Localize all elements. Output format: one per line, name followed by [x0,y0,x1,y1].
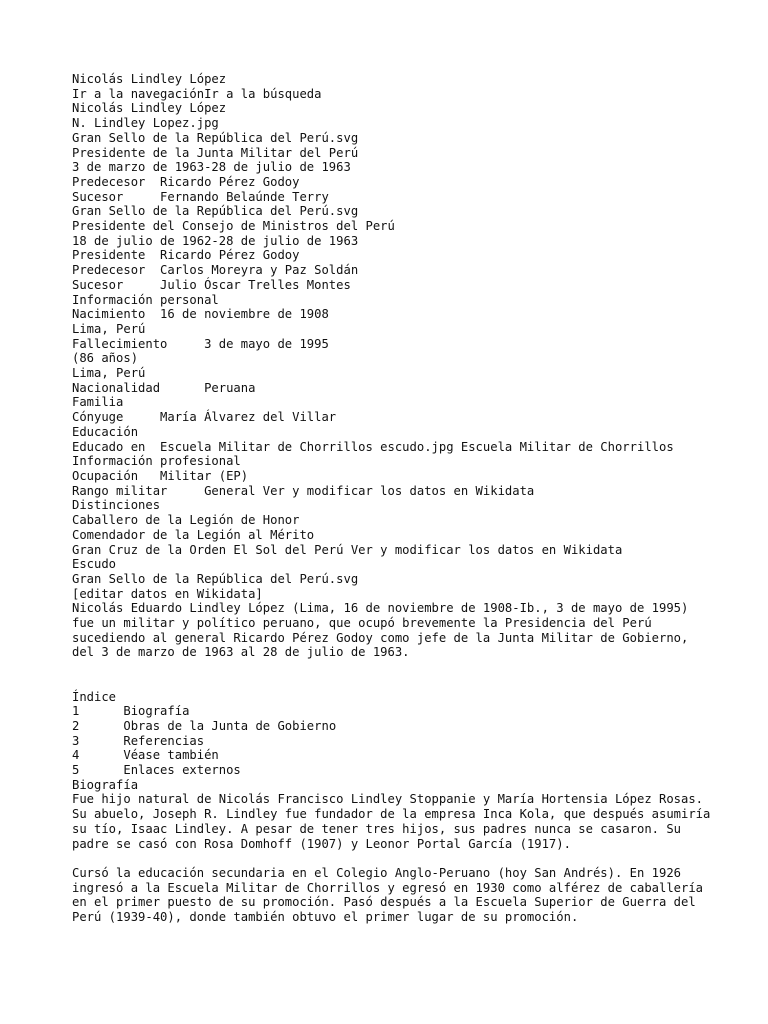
section-heading-biografia: Biografía [72,777,139,792]
successor-row: Sucesor Fernando Belaúnde Terry [72,189,329,204]
distinction-item: Caballero de la Legión de Honor [72,513,300,528]
military-rank-row: Rango militar General Ver y modificar los datos en Wikidata [72,483,535,498]
occupation-row: Ocupación Militar (EP) [72,468,249,483]
toc-number: 5 [72,763,80,778]
biography-paragraph: Fue hijo natural de Nicolás Francisco Lindley Stoppanie y María Hortensia López Rosas. Su abuelo, Joseph R. Lindley fue fundador de la empresa Inca Kola, que después asumiría su tío, Isaac Lindley. A pesar de tener tres hijos, sus padres nunca se casaron. Su padre se casó con Rosa Domhoff (1907) y Leonor Portal García (1917). [72,792,711,851]
section-heading-education: Educación [72,424,139,439]
toc-number: 3 [72,733,80,748]
office-term: 18 de julio de 1962-28 de julio de 1963 [72,233,359,248]
distinction-item: Comendador de la Legión al Mérito [72,527,315,542]
toc-label: Enlaces externos [123,763,241,778]
toc-label: Referencias [123,733,205,748]
president-row: Presidente Ricardo Pérez Godoy [72,248,300,263]
edit-wikidata-link[interactable]: [editar datos en Wikidata] [72,586,263,601]
death-place: Lima, Perú [72,366,146,381]
seal-image-filename: Gran Sello de la República del Perú.svg [72,571,359,586]
predecessor-row: Predecesor Carlos Moreyra y Paz Soldán [72,263,359,278]
age-at-death: (86 años) [72,351,139,366]
toc-item-enlaces-externos[interactable] [72,763,712,778]
spacer [72,851,712,866]
toc-label: Obras de la Junta de Gobierno [123,718,337,733]
section-heading-distinctions: Distinciones [72,498,161,513]
birth-place: Lima, Perú [72,321,146,336]
toc-label: Véase también [123,748,219,763]
seal-image-filename: Gran Sello de la República del Perú.svg [72,204,359,219]
birth-row: Nacimiento 16 de noviembre de 1908 [72,307,329,322]
section-heading-coat-of-arms: Escudo [72,557,117,572]
office-term: 3 de marzo de 1963-28 de julio de 1963 [72,160,351,175]
office-title: Presidente de la Junta Militar del Perú [72,145,359,160]
navigation-skip-links[interactable]: Ir a la navegaciónIr a la búsqueda [72,86,322,101]
infobox-title: Nicolás Lindley López [72,101,227,116]
document-page [72,72,712,925]
nationality-row: Nacionalidad Peruana [72,380,256,395]
section-heading-professional: Información profesional [72,454,241,469]
biography-paragraph: Cursó la educación secundaria en el Colegio Anglo-Peruano (hoy San Andrés). En 1926 ingresó a la Escuela Militar de Chorrillos y egresó en 1930 como alférez de caballería en el primer puesto de su promoción. Pasó después a la Escuela Superior de Guerra del Perú (1939-40), donde también obtuvo el primer lugar de su promoción. [72,865,704,925]
toc-label: Biografía [123,704,190,719]
death-row: Fallecimiento 3 de mayo de 1995 [72,336,329,351]
seal-image-filename: Gran Sello de la República del Perú.svg [72,130,359,145]
spacer [72,660,712,689]
article-title: Nicolás Lindley López [72,72,227,86]
toc-title: Índice [72,689,117,704]
education-row: Educado en Escuela Militar de Chorrillos escudo.jpg Escuela Militar de Chorrillos [72,439,674,454]
toc-item-obras[interactable] [72,719,712,734]
spouse-row: Cónyuge María Álvarez del Villar [72,410,337,425]
successor-row: Sucesor Julio Óscar Trelles Montes [72,277,351,292]
toc-item-vease-tambien[interactable] [72,748,712,763]
office-title: Presidente del Consejo de Ministros del Perú [72,219,395,234]
toc-number: 4 [72,748,80,763]
toc-number: 2 [72,718,80,733]
toc-item-referencias[interactable] [72,734,712,749]
intro-paragraph: Nicolás Eduardo Lindley López (Lima, 16 de noviembre de 1908-Ib., 3 de mayo de 1995) fue un militar y político peruano, que ocupó brevemente la Presidencia del Perú sucediendo al general Ricardo Pérez Godoy como jefe de la Junta Militar de Gobierno, del 3 de marzo de 1963 al 28 de julio de 1963. [72,601,689,660]
infobox-lines [72,72,712,601]
section-heading-personal: Información personal [72,292,219,307]
predecessor-row: Predecesor Ricardo Pérez Godoy [72,174,300,189]
distinction-item: Gran Cruz de la Orden El Sol del Perú Ver y modificar los datos en Wikidata [72,542,623,557]
table-of-contents [72,690,712,778]
section-heading-family: Familia [72,395,124,410]
toc-item-biografia[interactable] [72,704,712,719]
toc-number: 1 [72,704,80,719]
portrait-image-filename: N. Lindley Lopez.jpg [72,116,219,131]
